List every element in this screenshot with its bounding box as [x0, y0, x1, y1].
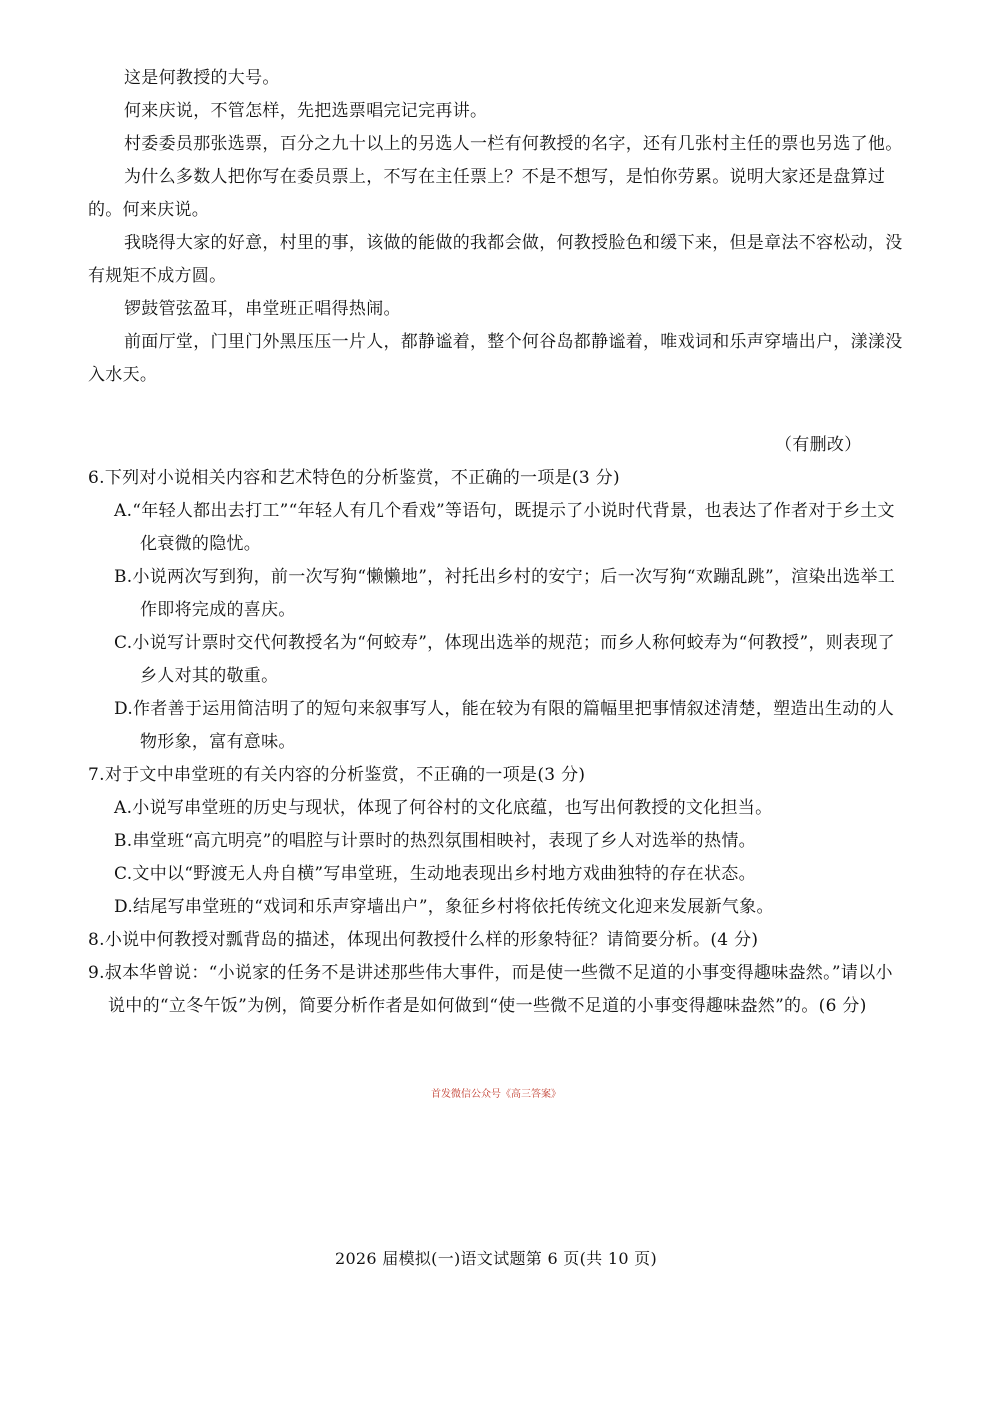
option-d: D.作者善于运用简洁明了的短句来叙事写人，能在较为有限的篇幅里把事情叙述清楚，塑造出生动的人物形象，富有意味。: [114, 699, 895, 752]
passage-paragraph: 这是何教授的大号。: [124, 68, 280, 88]
option-c: C.小说写计票时交代何教授名为“何蛟寿”，体现出选举的规范；而乡人称何蛟寿为“何教授”，则表现了乡人对其的敬重。: [114, 633, 895, 686]
option-d: D.结尾写串堂班的“戏词和乐声穿墙出户”，象征乡村将依托传统文化迎来发展新气象。: [114, 897, 774, 917]
passage-paragraph: 何来庆说，不管怎样，先把选票唱完记完再讲。: [124, 101, 488, 121]
option-b: B.串堂班“高亢明亮”的唱腔与计票时的热烈氛围相映衬，表现了乡人对选举的热情。: [114, 831, 756, 851]
option-c: C.文中以“野渡无人舟自横”写串堂班，生动地表现出乡村地方戏曲独特的存在状态。: [114, 864, 756, 884]
option-a: A.小说写串堂班的历史与现状，体现了何谷村的文化底蕴，也写出何教授的文化担当。: [114, 798, 773, 818]
question-list: [88, 462, 910, 1023]
question-9: [88, 957, 910, 1023]
passage-paragraph: 锣鼓管弦盈耳，串堂班正唱得热闹。: [124, 299, 401, 319]
question-7: [88, 759, 910, 924]
reading-passage: [88, 62, 910, 392]
passage-paragraph: 我晓得大家的好意，村里的事，该做的能做的我都会做，何教授脸色和缓下来，但是章法不容松动，没有规矩不成方圆。: [88, 233, 903, 286]
passage-paragraph: 前面厅堂，门里门外黑压压一片人，都静谧着，整个何谷岛都静谧着，唯戏词和乐声穿墙出户，漾漾没入水天。: [88, 332, 903, 385]
passage-paragraph: 村委委员那张选票，百分之九十以上的另选人一栏有何教授的名字，还有几张村主任的票也另选了他。: [124, 134, 903, 154]
option-a: A.“年轻人都出去打工”“年轻人有几个看戏”等语句，既提示了小说时代背景，也表达了作者对于乡土文化衰微的隐忧。: [114, 501, 895, 554]
question-8: [88, 924, 910, 957]
watermark-text: 首发微信公众号《高三答案》: [431, 1089, 561, 1100]
question-stem: 8.小说中何教授对瓢背岛的描述，体现出何教授什么样的形象特征？请简要分析。(4 分): [88, 930, 759, 950]
passage-paragraph: 为什么多数人把你写在委员票上，不写在主任票上？不是不想写，是怕你劳累。说明大家还是盘算过的。何来庆说。: [88, 167, 886, 220]
source-note: （有删改）: [775, 435, 862, 455]
question-6: [88, 462, 910, 759]
option-b: B.小说两次写到狗，前一次写狗“懒懒地”，衬托出乡村的安宁；后一次写狗“欢蹦乱跳”，渲染出选举工作即将完成的喜庆。: [114, 567, 896, 620]
question-stem: 7.对于文中串堂班的有关内容的分析鉴赏，不正确的一项是(3 分): [88, 765, 586, 785]
question-stem: 6.下列对小说相关内容和艺术特色的分析鉴赏，不正确的一项是(3 分): [88, 468, 620, 488]
question-stem: 9.叔本华曾说：“小说家的任务不是讲述那些伟大事件，而是使一些微不足道的小事变得趣味盎然。”请以小说中的“立冬午饭”为例，简要分析作者是如何做到“使一些微不足道的小事变得趣味盎然”的。(6 分): [88, 963, 893, 1016]
page-footer: 2026 届模拟(一)语文试题第 6 页(共 10 页): [334, 1249, 658, 1268]
